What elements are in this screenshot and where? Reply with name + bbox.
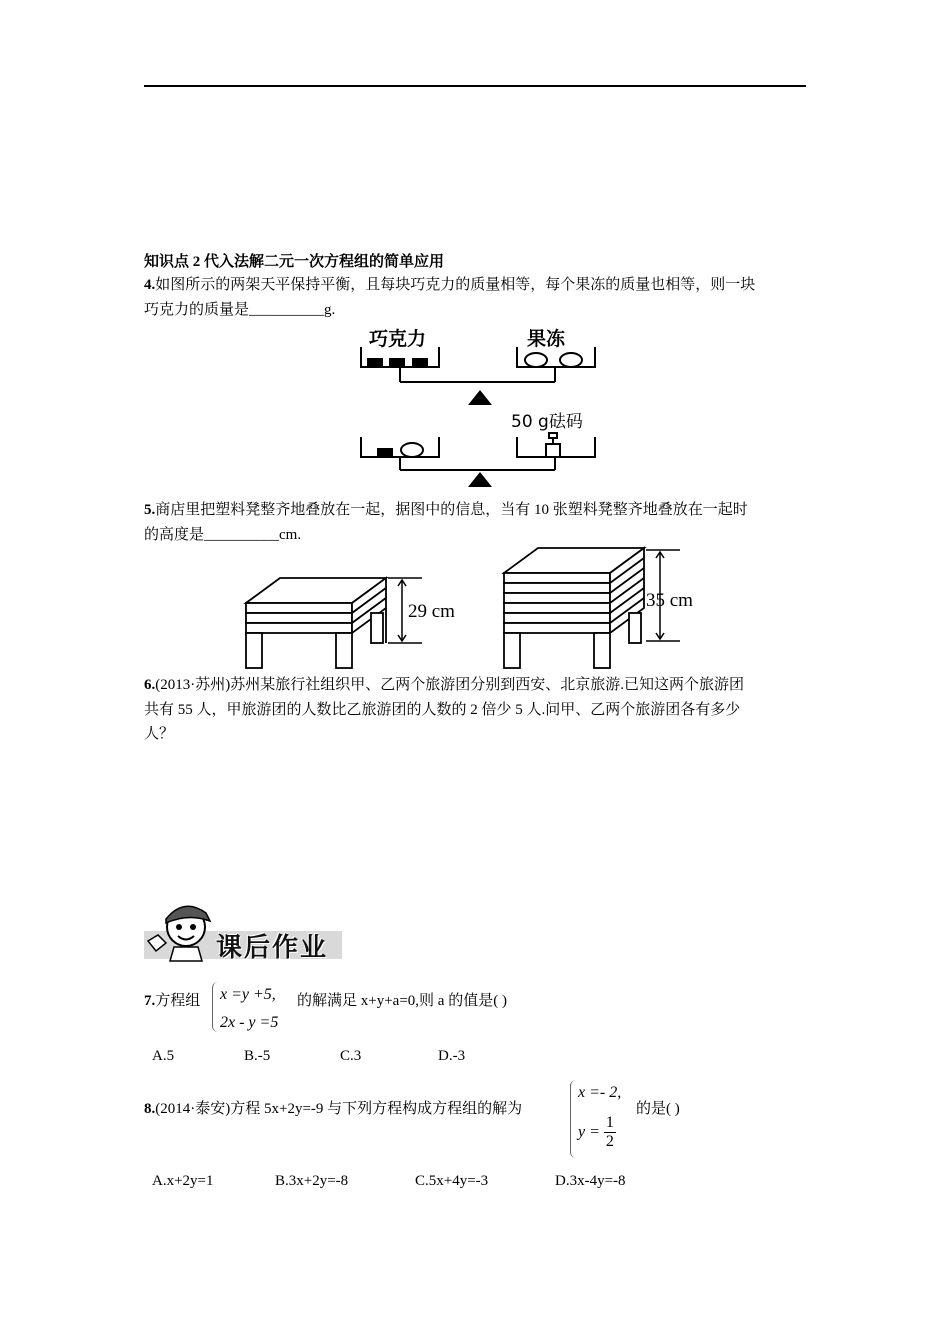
question-4-line1 [144, 273, 755, 298]
question-text: 方程组 [155, 993, 201, 1009]
q7-option-c: C.3 [340, 1048, 362, 1064]
q7-equation-1: x =y +5, [220, 986, 276, 1003]
q7-equation-2: 2x - y =5 [220, 1014, 279, 1031]
fulcrum-icon [468, 472, 492, 487]
header-rule [144, 85, 806, 87]
question-number: 5. [144, 502, 156, 518]
q7-option-b: B.-5 [244, 1048, 271, 1064]
right-height-label: 35 cm [646, 590, 693, 611]
equation-brace [212, 982, 219, 1032]
question-6-line3: 人？ [144, 726, 175, 742]
left-height-label: 29 cm [408, 601, 455, 622]
question-6-line1 [144, 673, 744, 698]
q8-equation-2 [578, 1114, 616, 1151]
question-4-line2: 巧克力的质量是__________g. [144, 302, 336, 318]
question-5-line2: 的高度是__________cm. [144, 527, 302, 543]
question-text: 如图所示的两架天平保持平衡，且每块巧克力的质量相等，每个果冻的质量也相等，则一块 [155, 277, 756, 293]
equation-brace [570, 1080, 577, 1158]
q7-option-a: A.5 [152, 1048, 175, 1064]
section-title: 知识点 2 代入法解二元一次方程组的简单应用 [144, 254, 445, 270]
fraction-numerator: 1 [605, 1114, 614, 1131]
question-5-line1 [144, 498, 748, 523]
question-number: 7. [144, 993, 156, 1009]
question-text: 商店里把塑料凳整齐地叠放在一起，据图中的信息，当有 10 张塑料凳整齐地叠放在一起时 [155, 502, 748, 518]
q8-equation-1: x =- 2, [578, 1084, 622, 1101]
q8-option-b: B.3x+2y=-8 [275, 1173, 349, 1189]
q8-eq2-lhs: y = [578, 1123, 600, 1141]
question-6-line2: 共有 55 人，甲旅游团的人数比乙旅游团的人数的 2 倍少 5 人.问甲、乙两个旅游团各有多少 [144, 702, 741, 718]
q8-option-a: A.x+2y=1 [152, 1173, 214, 1189]
homework-banner [144, 895, 342, 963]
q7-option-d: D.-3 [438, 1048, 466, 1064]
question-8-suffix: 的是( ) [636, 1101, 680, 1117]
fulcrum-icon [468, 390, 492, 405]
chocolate-label: 巧克力 [369, 328, 427, 350]
stacked-stools-figure [240, 545, 720, 670]
question-number: 4. [144, 277, 156, 293]
question-text: (2014·泰安)方程 5x+2y=-9 与下列方程构成方程组的解为 [155, 1101, 523, 1117]
balance-scales-figure [355, 325, 605, 490]
question-8-prefix [144, 1097, 522, 1122]
jelly-label: 果冻 [527, 328, 566, 350]
weight-label: 50 g砝码 [511, 412, 583, 432]
q8-option-d: D.3x-4y=-8 [555, 1173, 626, 1189]
question-number: 6. [144, 677, 156, 693]
question-number: 8. [144, 1101, 156, 1117]
homework-banner-text: 课后作业 [216, 933, 329, 963]
fraction-denominator: 2 [605, 1133, 614, 1150]
fraction [604, 1114, 616, 1151]
question-text: (2013·苏州)苏州某旅行社组织甲、乙两个旅游团分别到西安、北京旅游.已知这两个旅游团 [155, 677, 744, 693]
question-7-prefix [144, 989, 200, 1014]
question-7-suffix: 的解满足 x+y+a=0,则 a 的值是( ) [297, 993, 507, 1009]
chocolate-block [367, 358, 428, 457]
q8-option-c: C.5x+4y=-3 [415, 1173, 489, 1189]
